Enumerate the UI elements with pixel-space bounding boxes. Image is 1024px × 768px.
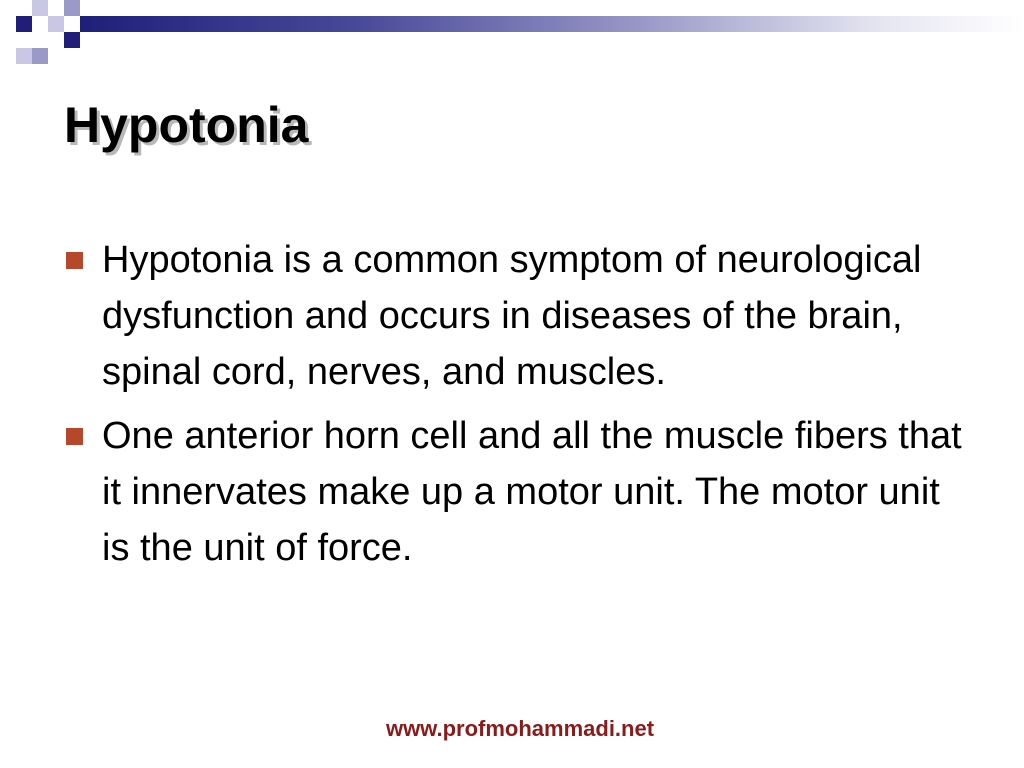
bullet-text: One anterior horn cell and all the muscle fibers that it innervates make up a motor unit. The motor unit is the unit of force. (102, 415, 962, 569)
square-bullet-icon (66, 252, 83, 269)
square-bullet-icon (66, 428, 83, 445)
bullet-list (64, 232, 964, 584)
bullet-item (64, 408, 964, 576)
deco-square (32, 0, 48, 16)
header-decoration (0, 0, 1024, 64)
deco-square (48, 16, 64, 32)
deco-square (16, 16, 32, 32)
footer-website: www.profmohammadi.net (385, 716, 655, 741)
deco-square (16, 48, 32, 64)
deco-square (32, 48, 48, 64)
deco-square (64, 0, 80, 16)
header-gradient-band (80, 16, 1024, 32)
slide-title: Hypotonia (64, 97, 309, 153)
bullet-text: Hypotonia is a common symptom of neurological dysfunction and occurs in diseases of the brain, spinal cord, nerves, and muscles. (102, 239, 922, 393)
deco-square (32, 32, 48, 48)
deco-square (64, 32, 80, 48)
bullet-item (64, 232, 964, 400)
